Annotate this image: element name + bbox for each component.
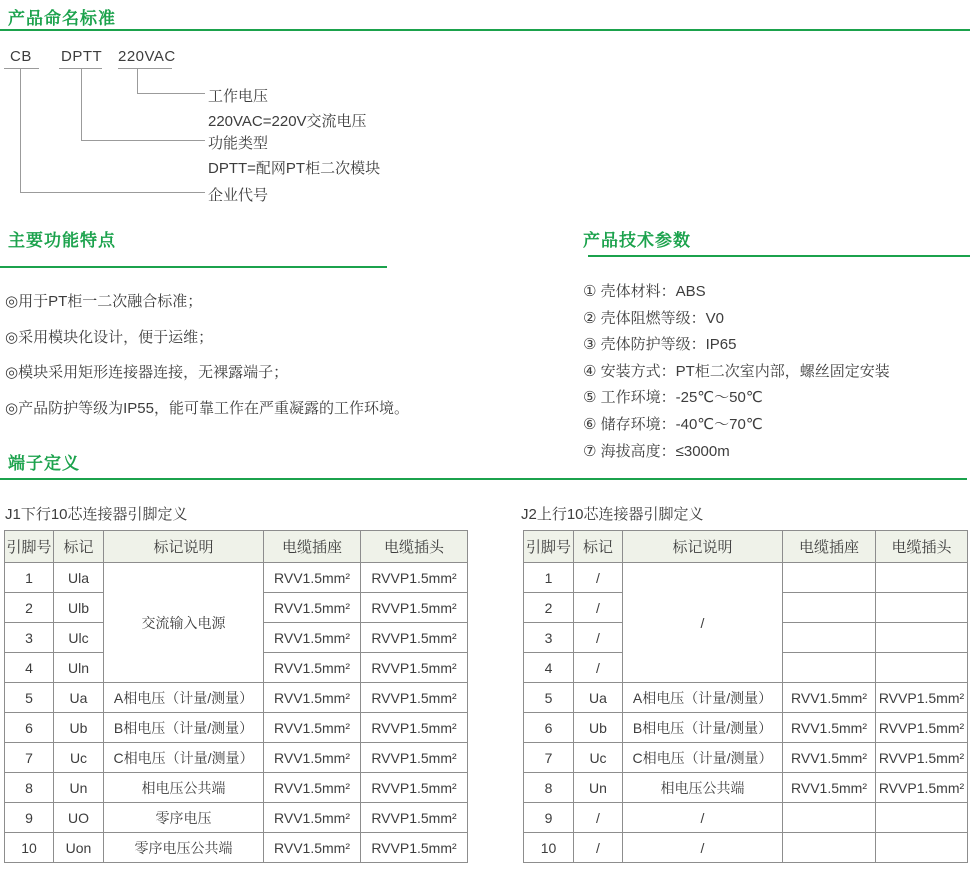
table-cell: C相电压（计量/测量） <box>104 743 264 773</box>
tech-param-item: ① 壳体材料：ABS <box>583 283 706 300</box>
table-title-j1: J1下行10芯连接器引脚定义 <box>5 506 188 523</box>
table-row <box>524 833 968 863</box>
feature-item: ◎采用模块化设计，便于运维； <box>5 328 214 346</box>
connector-line-company-vertical <box>20 68 21 192</box>
table-row <box>524 773 968 803</box>
table-cell <box>783 563 876 593</box>
feature-item: ◎模块采用矩形连接器连接，无裸露端子； <box>5 364 289 381</box>
table-cell: / <box>574 833 623 863</box>
table-cell: RVV1.5mm² <box>264 653 361 683</box>
table-cell: RVVP1.5mm² <box>361 773 468 803</box>
table-cell: / <box>574 623 623 653</box>
table-cell: 零序电压 <box>104 803 264 833</box>
table-title-j2: J2上行10芯连接器引脚定义 <box>521 506 704 523</box>
table-cell: 6 <box>524 713 574 743</box>
table-row <box>5 563 468 593</box>
table-header-cell: 引脚号 <box>5 531 54 563</box>
section-title-features: 主要功能特点 <box>8 231 116 250</box>
table-row <box>524 713 968 743</box>
section-title-naming-standard: 产品命名标准 <box>8 9 116 28</box>
table-cell: RVV1.5mm² <box>264 683 361 713</box>
table-cell: / <box>574 563 623 593</box>
table-cell: RVVP1.5mm² <box>361 563 468 593</box>
table-cell <box>876 593 968 623</box>
table-cell: 10 <box>5 833 54 863</box>
naming-label-working-voltage-desc: 220VAC=220V交流电压 <box>208 113 367 130</box>
table-cell: C相电压（计量/测量） <box>623 743 783 773</box>
table-cell: 8 <box>524 773 574 803</box>
table-cell: Uln <box>54 653 104 683</box>
table-cell: 2 <box>5 593 54 623</box>
table-header-cell: 电缆插头 <box>876 531 968 563</box>
feature-item: ◎产品防护等级为IP55，能可靠工作在严重凝露的工作环境。 <box>5 399 409 417</box>
table-cell: 10 <box>524 833 574 863</box>
tech-param-item: ⑥ 储存环境：-40℃～70℃ <box>583 415 763 433</box>
table-row <box>5 743 468 773</box>
table-row <box>524 803 968 833</box>
table-header-cell: 标记 <box>574 531 623 563</box>
table-cell: RVVP1.5mm² <box>876 683 968 713</box>
table-header-row <box>5 531 468 563</box>
pin-table-j2 <box>523 530 968 863</box>
table-cell: 9 <box>5 803 54 833</box>
table-cell: / <box>574 803 623 833</box>
table-cell: Uc <box>574 743 623 773</box>
naming-label-function-type-desc: DPTT=配网PT柜二次模块 <box>208 160 381 177</box>
table-cell: / <box>623 563 783 683</box>
table-cell: 交流输入电源 <box>104 563 264 683</box>
table-cell: Ub <box>54 713 104 743</box>
table-cell: 4 <box>524 653 574 683</box>
code-underline-voltage <box>118 68 172 69</box>
table-cell: RVVP1.5mm² <box>876 743 968 773</box>
table-cell: RVV1.5mm² <box>783 773 876 803</box>
table-cell: 7 <box>5 743 54 773</box>
table-cell: RVVP1.5mm² <box>361 653 468 683</box>
table-cell: RVV1.5mm² <box>783 743 876 773</box>
features-section-rule <box>0 266 387 268</box>
table-cell <box>876 623 968 653</box>
connector-line-function-horizontal <box>81 140 205 141</box>
section-title-tech-params: 产品技术参数 <box>583 231 691 250</box>
table-cell: Uon <box>54 833 104 863</box>
table-cell: B相电压（计量/测量） <box>104 713 264 743</box>
table-cell: A相电压（计量/测量） <box>104 683 264 713</box>
table-cell: RVV1.5mm² <box>264 773 361 803</box>
table-cell: RVV1.5mm² <box>264 563 361 593</box>
table-cell: 9 <box>524 803 574 833</box>
naming-code-company: CB <box>10 48 32 65</box>
table-row <box>524 743 968 773</box>
table-cell <box>783 803 876 833</box>
table-cell: RVVP1.5mm² <box>361 713 468 743</box>
table-row <box>5 773 468 803</box>
table-cell: 6 <box>5 713 54 743</box>
table-cell: RVV1.5mm² <box>264 743 361 773</box>
table-cell: / <box>623 833 783 863</box>
tech-params-list <box>583 280 890 466</box>
table-header-cell: 电缆插座 <box>783 531 876 563</box>
table-cell <box>876 653 968 683</box>
table-cell: RVVP1.5mm² <box>876 713 968 743</box>
table-cell: 8 <box>5 773 54 803</box>
table-row <box>524 563 968 593</box>
table-cell: RVVP1.5mm² <box>361 683 468 713</box>
connector-line-function-vertical <box>81 68 82 140</box>
table-cell: 2 <box>524 593 574 623</box>
table-cell <box>876 563 968 593</box>
tech-params-section-rule <box>588 255 970 257</box>
table-cell: RVV1.5mm² <box>783 683 876 713</box>
table-cell: 相电压公共端 <box>104 773 264 803</box>
table-cell: / <box>574 653 623 683</box>
table-cell: RVVP1.5mm² <box>361 833 468 863</box>
tech-param-item: ④ 安装方式：PT柜二次室内部，螺丝固定安装 <box>583 362 890 380</box>
table-cell <box>783 623 876 653</box>
table-row <box>5 713 468 743</box>
table-header-cell: 引脚号 <box>524 531 574 563</box>
table-cell <box>876 833 968 863</box>
table-row <box>5 683 468 713</box>
naming-section-rule <box>0 29 970 31</box>
table-cell: 1 <box>524 563 574 593</box>
table-cell: Ua <box>54 683 104 713</box>
terminals-section-rule <box>0 478 967 480</box>
table-cell: 4 <box>5 653 54 683</box>
table-cell: 零序电压公共端 <box>104 833 264 863</box>
table-row <box>5 803 468 833</box>
naming-label-working-voltage: 工作电压 <box>208 88 269 105</box>
table-cell: Ulb <box>54 593 104 623</box>
table-header-cell: 标记说明 <box>104 531 264 563</box>
connector-line-voltage-vertical <box>137 68 138 93</box>
table-header-cell: 标记 <box>54 531 104 563</box>
table-cell <box>783 593 876 623</box>
table-header-cell: 标记说明 <box>623 531 783 563</box>
table-cell: RVVP1.5mm² <box>361 743 468 773</box>
table-cell: Ub <box>574 713 623 743</box>
table-cell <box>783 653 876 683</box>
pin-table-j1 <box>4 530 468 863</box>
section-title-terminals: 端子定义 <box>8 454 80 473</box>
table-cell: Uc <box>54 743 104 773</box>
table-header-cell: 电缆插座 <box>264 531 361 563</box>
table-cell: RVVP1.5mm² <box>361 803 468 833</box>
table-cell: Ua <box>574 683 623 713</box>
table-cell: UO <box>54 803 104 833</box>
table-cell: RVV1.5mm² <box>264 803 361 833</box>
table-cell: RVV1.5mm² <box>264 623 361 653</box>
table-row <box>524 683 968 713</box>
table-header-cell: 电缆插头 <box>361 531 468 563</box>
table-cell: RVV1.5mm² <box>264 593 361 623</box>
feature-item: ◎用于PT柜一二次融合标准； <box>5 293 203 310</box>
table-cell: Un <box>574 773 623 803</box>
table-cell: Un <box>54 773 104 803</box>
code-underline-company <box>4 68 39 69</box>
table-cell: RVVP1.5mm² <box>361 593 468 623</box>
table-cell: RVVP1.5mm² <box>876 773 968 803</box>
table-cell: 5 <box>524 683 574 713</box>
features-list <box>5 290 409 432</box>
table-cell: A相电压（计量/测量） <box>623 683 783 713</box>
naming-label-function-type: 功能类型 <box>208 135 269 152</box>
connector-line-company-horizontal <box>20 192 205 193</box>
tech-param-item: ② 壳体阻燃等级：V0 <box>583 309 724 327</box>
table-cell: 3 <box>5 623 54 653</box>
table-cell: 1 <box>5 563 54 593</box>
table-cell: / <box>623 803 783 833</box>
table-header-row <box>524 531 968 563</box>
tech-param-item: ③ 壳体防护等级：IP65 <box>583 336 737 354</box>
table-cell: 3 <box>524 623 574 653</box>
table-cell <box>783 833 876 863</box>
table-cell: RVV1.5mm² <box>783 713 876 743</box>
table-cell: 7 <box>524 743 574 773</box>
table-cell: Ulc <box>54 623 104 653</box>
table-cell: / <box>574 593 623 623</box>
connector-line-voltage-horizontal <box>137 93 205 94</box>
table-cell: 5 <box>5 683 54 713</box>
tech-param-item: ⑦ 海拔高度：≤3000m <box>583 442 730 460</box>
naming-label-company-code: 企业代号 <box>208 187 269 204</box>
table-cell: RVV1.5mm² <box>264 833 361 863</box>
naming-code-function: DPTT <box>61 48 103 65</box>
table-cell <box>876 803 968 833</box>
table-cell: RVV1.5mm² <box>264 713 361 743</box>
table-row <box>5 833 468 863</box>
table-cell: Ula <box>54 563 104 593</box>
tech-param-item: ⑤ 工作环境：-25℃～50℃ <box>583 389 763 407</box>
table-cell: B相电压（计量/测量） <box>623 713 783 743</box>
naming-code-voltage: 220VAC <box>118 48 176 65</box>
table-cell: RVVP1.5mm² <box>361 623 468 653</box>
table-cell: 相电压公共端 <box>623 773 783 803</box>
